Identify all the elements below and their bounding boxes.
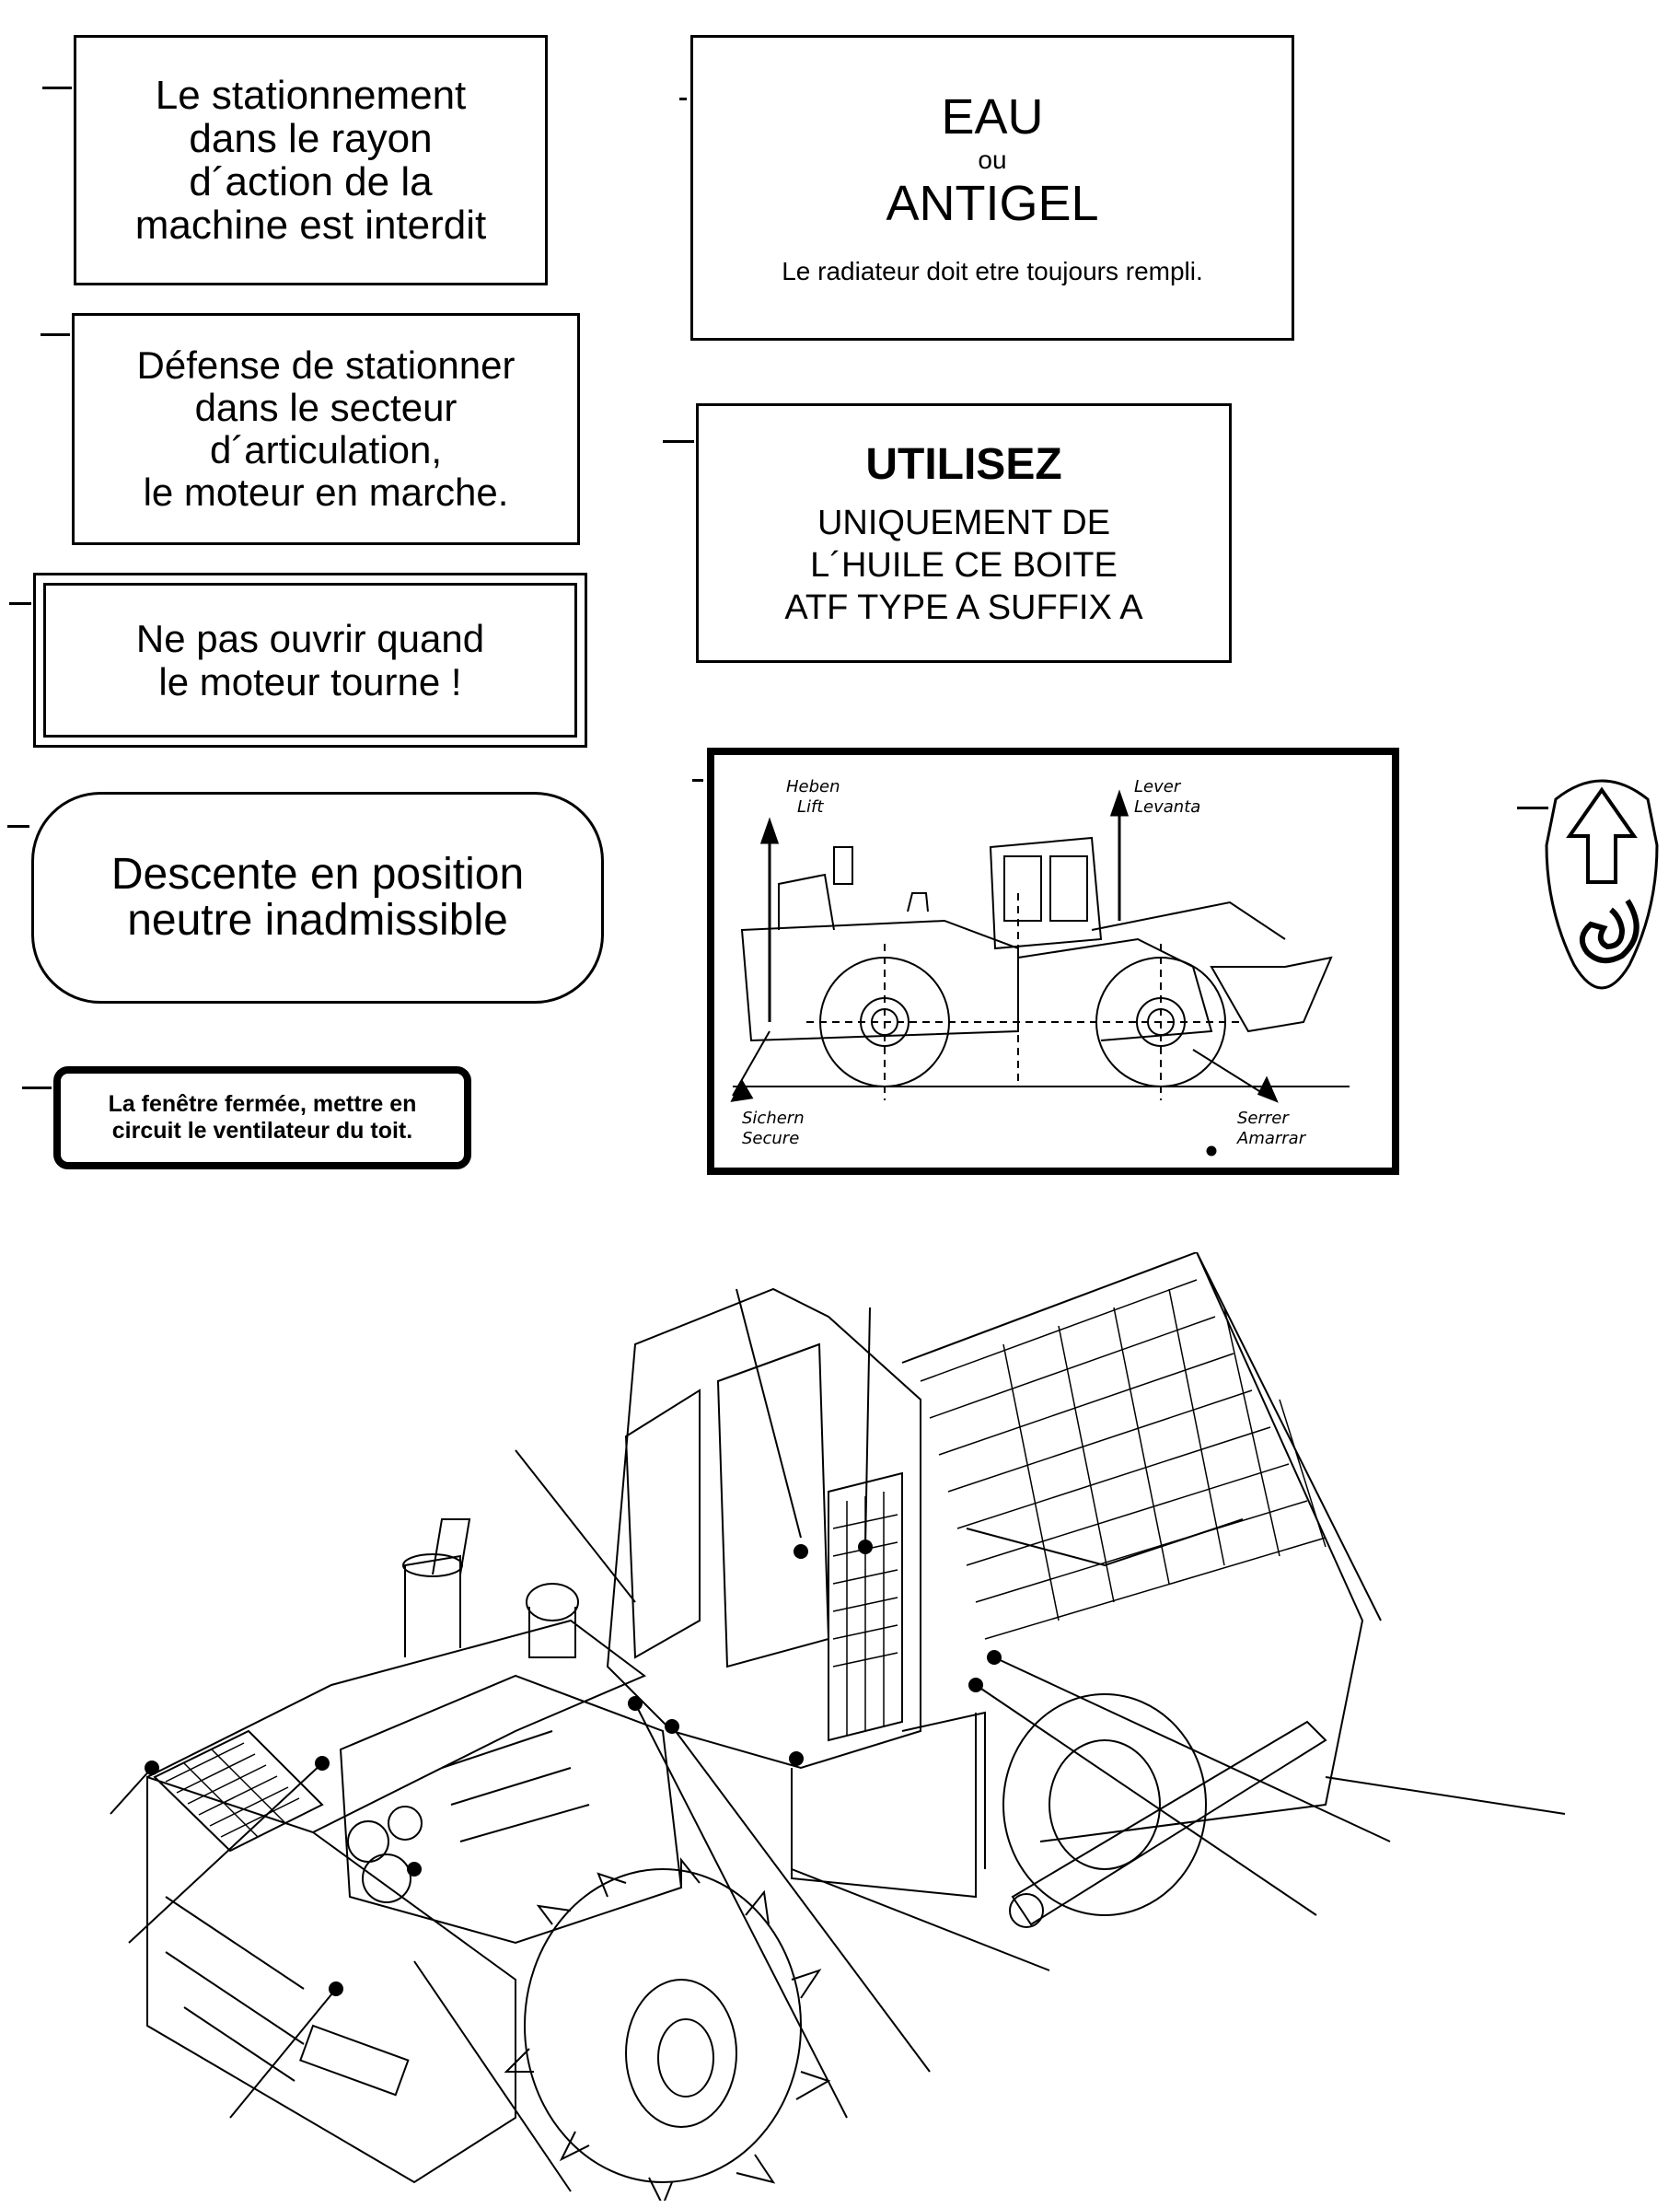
label-amarrar: Amarrar — [1237, 1129, 1306, 1148]
decal-oil — [696, 403, 1232, 663]
decal-text: La fenêtre fermée, mettre en — [108, 1091, 417, 1117]
decal-descent-neutral — [31, 792, 604, 1004]
label-lift: Lift — [797, 797, 824, 817]
decal-text: dans le rayon — [189, 116, 433, 161]
decal-text: d´articulation, — [209, 428, 443, 471]
lifting-hook-icon — [1519, 772, 1680, 1011]
leader-tick — [679, 98, 687, 100]
leader-tick — [41, 333, 70, 336]
decal-no-parking-radius — [74, 35, 548, 285]
loader-drawing — [714, 755, 1392, 1168]
decal-text: neutre inadmissible — [127, 896, 508, 945]
decal-text: ATF TYPE A SUFFIX A — [784, 588, 1143, 627]
decal-text: dans le secteur — [194, 386, 458, 429]
leader-tick — [9, 602, 31, 605]
decal-text: ANTIGEL — [886, 176, 1099, 231]
leader-tick — [692, 779, 703, 782]
decal-lifting-points — [707, 748, 1399, 1175]
label-serrer: Serrer — [1237, 1109, 1289, 1128]
decal-text: Le stationnement — [155, 73, 467, 118]
decal-text: Le radiateur doit etre toujours rempli. — [782, 257, 1203, 285]
decal-text: le moteur en marche. — [143, 471, 509, 514]
decal-window-ventilator — [53, 1066, 471, 1169]
decal-text: Descente en position — [110, 850, 525, 899]
leader-tick — [42, 87, 72, 89]
decal-text: Défense de stationner — [136, 343, 516, 387]
label-secure: Secure — [742, 1129, 800, 1148]
decal-text: le moteur tourne ! — [158, 660, 462, 703]
leader-tick — [22, 1087, 52, 1089]
decal-do-not-open — [33, 573, 587, 748]
decal-text: circuit le ventilateur du toit. — [111, 1118, 413, 1144]
decal-text: L´HUILE CE BOITE — [810, 546, 1118, 585]
compactor-machine-drawing — [0, 1252, 1680, 2201]
label-levanta: Levanta — [1134, 797, 1201, 817]
label-heben: Heben — [786, 777, 840, 796]
decal-coolant — [690, 35, 1294, 341]
decal-text: Ne pas ouvrir quand — [135, 617, 485, 660]
decal-text: d´action de la — [189, 159, 433, 204]
decal-text: machine est interdit — [134, 203, 487, 248]
leader-tick — [7, 825, 29, 828]
decal-no-parking-articulation — [72, 313, 580, 545]
decal-heading: UTILISEZ — [865, 440, 1062, 489]
decal-text: UNIQUEMENT DE — [817, 504, 1111, 542]
leader-tick — [663, 440, 694, 443]
decal-text: EAU — [941, 89, 1044, 145]
label-sichern: Sichern — [742, 1109, 805, 1128]
decal-text: ou — [978, 145, 1007, 174]
label-lever: Lever — [1134, 777, 1181, 796]
